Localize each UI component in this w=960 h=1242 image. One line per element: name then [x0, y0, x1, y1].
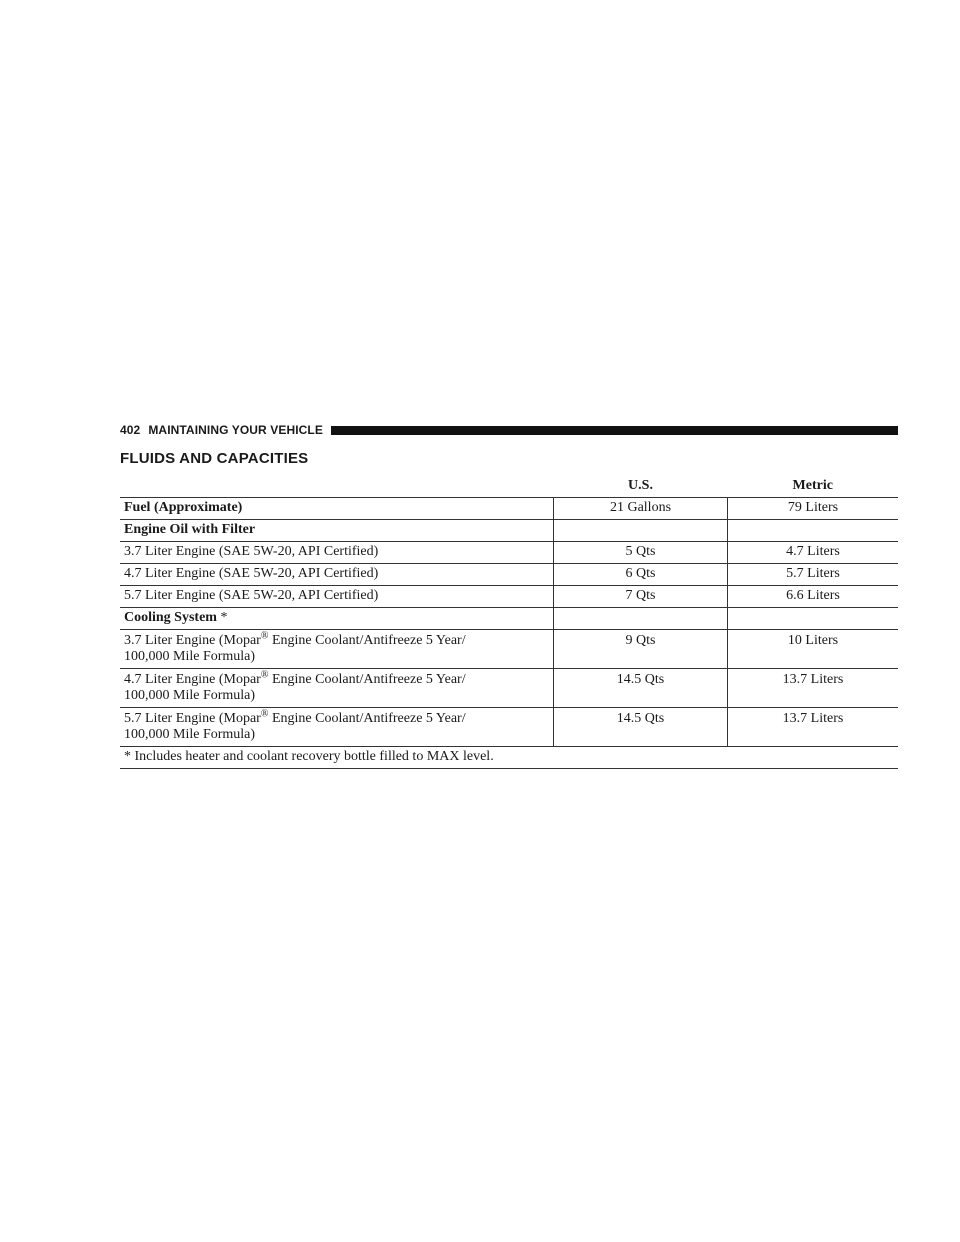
- page-header: [120, 422, 898, 438]
- table-row: [120, 498, 898, 520]
- row-metric: 4.7 Liters: [728, 542, 899, 564]
- row-label: [120, 608, 554, 630]
- row-label-post: Engine Coolant/Antifreeze 5 Year/: [268, 711, 466, 726]
- table-row: [120, 564, 898, 586]
- header-us: U.S.: [554, 476, 728, 498]
- asterisk-marker: *: [216, 610, 228, 625]
- table-row: [120, 630, 898, 669]
- row-label-pre: 3.7 Liter Engine (Mopar: [124, 633, 261, 648]
- row-us: [554, 520, 728, 542]
- table-header-row: [120, 476, 898, 498]
- table-row: [120, 520, 898, 542]
- row-metric: 10 Liters: [728, 630, 899, 669]
- row-label: [120, 708, 554, 747]
- row-label-line2: 100,000 Mile Formula): [124, 649, 256, 664]
- row-metric: [728, 608, 899, 630]
- registered-mark: ®: [260, 669, 269, 681]
- row-us: 6 Qts: [554, 564, 728, 586]
- row-label-pre: 4.7 Liter Engine (Mopar: [124, 672, 261, 687]
- row-label-post: Engine Coolant/Antifreeze 5 Year/: [268, 672, 466, 687]
- row-label-line2: 100,000 Mile Formula): [124, 727, 256, 742]
- table-row: [120, 708, 898, 747]
- registered-mark: ®: [260, 630, 269, 642]
- row-metric: 5.7 Liters: [728, 564, 899, 586]
- row-label-pre: 5.7 Liter Engine (Mopar: [124, 711, 261, 726]
- header-rule: [331, 426, 898, 435]
- row-metric: 13.7 Liters: [728, 708, 899, 747]
- row-metric: [728, 520, 899, 542]
- table-row: [120, 586, 898, 608]
- row-us: 5 Qts: [554, 542, 728, 564]
- row-us: 7 Qts: [554, 586, 728, 608]
- registered-mark: ®: [260, 708, 269, 720]
- row-us: 14.5 Qts: [554, 708, 728, 747]
- row-us: 21 Gallons: [554, 498, 728, 520]
- table-row: [120, 542, 898, 564]
- page-title: FLUIDS AND CAPACITIES: [120, 450, 309, 467]
- row-us: 9 Qts: [554, 630, 728, 669]
- section-name: MAINTAINING YOUR VEHICLE: [148, 423, 323, 437]
- footnote-row: [120, 747, 898, 769]
- row-metric: 79 Liters: [728, 498, 899, 520]
- row-label: 4.7 Liter Engine (SAE 5W-20, API Certified): [120, 564, 554, 586]
- page-number: 402: [120, 423, 141, 437]
- row-label: [120, 669, 554, 708]
- row-label-post: Engine Coolant/Antifreeze 5 Year/: [268, 633, 466, 648]
- footnote: * Includes heater and coolant recovery bottle filled to MAX level.: [120, 747, 898, 769]
- row-label: 5.7 Liter Engine (SAE 5W-20, API Certified): [120, 586, 554, 608]
- row-label: Engine Oil with Filter: [120, 520, 554, 542]
- row-label-line2: 100,000 Mile Formula): [124, 688, 256, 703]
- row-metric: 6.6 Liters: [728, 586, 899, 608]
- row-metric: 13.7 Liters: [728, 669, 899, 708]
- row-us: 14.5 Qts: [554, 669, 728, 708]
- capacities-table: [120, 476, 898, 769]
- row-label: [120, 630, 554, 669]
- row-us: [554, 608, 728, 630]
- header-metric: Metric: [728, 476, 899, 498]
- table-row: [120, 608, 898, 630]
- row-label: Fuel (Approximate): [120, 498, 554, 520]
- table-row: [120, 669, 898, 708]
- row-label: 3.7 Liter Engine (SAE 5W-20, API Certified): [120, 542, 554, 564]
- header-blank: [120, 476, 554, 498]
- row-label-text: Cooling System: [124, 610, 217, 625]
